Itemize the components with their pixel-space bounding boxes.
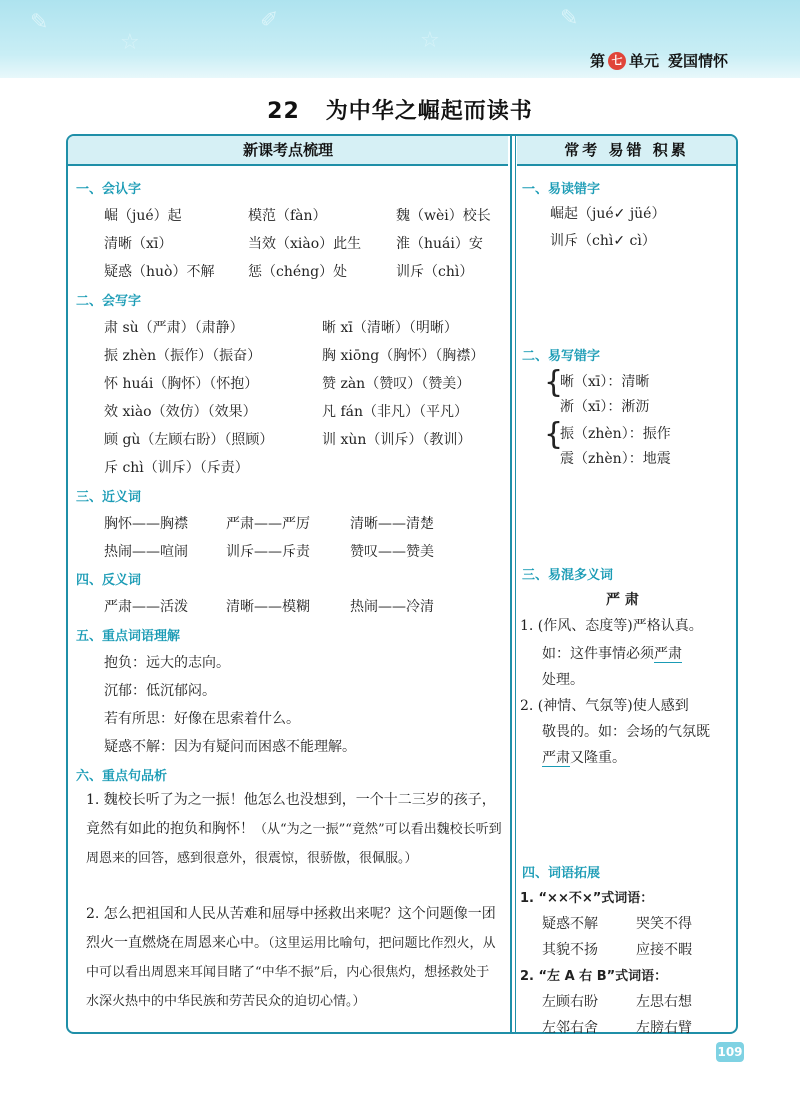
- word-item: 振（zhèn）：振作: [560, 426, 671, 442]
- sentence-note: （这里运用比喻句，把问题比作烈火，从中可以看出周恩来耳闻目睹了“中华不振”后，内心很焦灼，想拯救处于水深火热中的中华民族和劳苦民众的迫切心情。）: [86, 936, 496, 1009]
- word-item: 斥 chì（训斥）（斥责）: [104, 460, 249, 476]
- word-item: 当效（xiào）此生: [248, 236, 362, 252]
- decor-book-icon: ✐: [260, 8, 279, 33]
- word-item: 淮（huái）安: [396, 236, 483, 252]
- section-title: 一、易读错字: [522, 182, 601, 197]
- word-item: 顾 gù（左顾右盼）（照顾）: [104, 432, 274, 448]
- word-item: 崛（jué）起: [104, 208, 182, 224]
- brace-icon: {: [544, 365, 564, 400]
- polysemy-word: 严 肃: [606, 592, 639, 608]
- word-item: 训斥——斥责: [226, 544, 310, 560]
- definition-item: 疑惑不解：因为有疑问而困惑不能理解。: [104, 739, 356, 755]
- decor-pencil-icon: ✎: [560, 6, 579, 31]
- word-item: 左思右想: [636, 994, 692, 1010]
- definition-item: 抱负：远大的志向。: [104, 655, 230, 671]
- word-item: 清晰——模糊: [226, 599, 310, 615]
- underlined-word: 严肃: [654, 646, 682, 662]
- definition-item: 沉郁：低沉郁闷。: [104, 683, 216, 699]
- word-item: 热闹——喧闹: [104, 544, 188, 560]
- word-item: 热闹——冷清: [350, 599, 434, 615]
- word-item: 胸 xiōng（胸怀）（胸襟）: [322, 348, 485, 364]
- meaning-line: 处理。: [542, 672, 584, 688]
- right-column-heading: 常考 易错 积累: [517, 136, 736, 166]
- word-item: 凡 fán（非凡）（平凡）: [322, 404, 468, 420]
- word-item: 其貌不扬: [542, 942, 598, 958]
- word-item: 清晰（xī）: [104, 236, 173, 252]
- word-item: 怀 huái（胸怀）（怀抱）: [104, 376, 259, 392]
- word-item: 淅（xī）：淅沥: [560, 399, 650, 415]
- pattern-label: 1. “××不×”式词语：: [520, 891, 654, 906]
- section-title: 二、易写错字: [522, 349, 601, 364]
- unit-label: [590, 50, 728, 71]
- word-item: 训斥（chì✓ cì）: [550, 233, 656, 249]
- word-item: 模范（fàn）: [248, 208, 327, 224]
- word-item: 赞叹——赞美: [350, 544, 434, 560]
- section-title: 二、会写字: [76, 294, 142, 309]
- unit-theme: 爱国情怀: [667, 52, 728, 70]
- sentence-analysis-1: [86, 786, 502, 873]
- word-item: 训斥（chì）: [396, 264, 474, 280]
- meaning-line: 1. (作风、态度等)严格认真。: [520, 618, 703, 634]
- word-item: 应接不暇: [636, 942, 692, 958]
- column-divider: [515, 134, 516, 1034]
- meaning-text: 又隆重。: [570, 750, 626, 766]
- word-item: 疑惑（huò）不解: [104, 264, 215, 280]
- unit-prefix: 第: [589, 52, 605, 70]
- word-item: 肃 sù（严肃）（肃静）: [104, 320, 244, 336]
- sentence-text: 1. 魏校长听了为之一振！他怎么也没想到，一个十二三岁的孩子，竟然有如此的抱负和胸怀！: [86, 792, 496, 837]
- unit-number-badge: 七: [608, 52, 626, 70]
- word-item: 胸怀——胸襟: [104, 516, 188, 532]
- sentence-analysis-2: [86, 900, 502, 1016]
- section-title: 三、易混多义词: [522, 568, 614, 583]
- meaning-line: 敬畏的。如：会场的气氛既: [542, 724, 710, 740]
- lesson-title: 为中华之崛起而读书: [325, 99, 533, 124]
- word-item: 训 xùn（训斥）（教训）: [322, 432, 472, 448]
- word-item: 震（zhèn）：地震: [560, 451, 671, 467]
- section-title: 三、近义词: [76, 490, 142, 505]
- page-number: 109: [716, 1042, 744, 1062]
- word-item: 惩（chéng）处: [248, 264, 348, 280]
- word-item: 赞 zàn（赞叹）（赞美）: [322, 376, 471, 392]
- definition-item: 若有所思：好像在思索着什么。: [104, 711, 300, 727]
- column-divider: [510, 134, 512, 1034]
- word-item: 魏（wèi）校长: [396, 208, 491, 224]
- lesson-number: 22: [267, 99, 300, 124]
- meaning-text: 如：这件事情必须: [542, 646, 654, 662]
- word-item: 疑惑不解: [542, 916, 598, 932]
- word-item: 清晰——清楚: [350, 516, 434, 532]
- word-item: 严肃——严厉: [226, 516, 310, 532]
- unit-suffix: 单元: [628, 52, 659, 70]
- left-column-heading: 新课考点梳理: [68, 136, 508, 166]
- section-title: 六、重点句品析: [76, 769, 168, 784]
- word-item: 哭笑不得: [636, 916, 692, 932]
- decor-pencil-icon: ✎: [30, 10, 49, 35]
- sentence-note: （从“为之一振”“竟然”可以看出魏校长听到周恩来的回答，感到很意外，很震惊，很骄傲，很佩服。）: [86, 822, 502, 866]
- section-title: 四、词语拓展: [522, 866, 601, 881]
- meaning-line: [542, 643, 682, 663]
- page-title: [0, 94, 800, 125]
- sentence-text: 2. 怎么把祖国和人民从苦难和屈辱中拯救出来呢？这个问题像一团烈火一直燃烧在周恩来心中。: [86, 906, 496, 951]
- meaning-line: [542, 747, 626, 767]
- word-item: 严肃——活泼: [104, 599, 188, 615]
- brace-icon: {: [544, 417, 564, 452]
- word-item: 效 xiào（效仿）（效果）: [104, 404, 257, 420]
- decor-star-icon: ☆: [420, 28, 440, 53]
- decor-star-icon: ☆: [120, 30, 140, 55]
- word-item: 左膀右臂: [636, 1020, 692, 1036]
- word-item: 振 zhèn（振作）（振奋）: [104, 348, 262, 364]
- underlined-word: 严肃: [542, 750, 570, 766]
- meaning-line: 2. (神情、气氛等)使人感到: [520, 698, 689, 714]
- section-title: 四、反义词: [76, 573, 142, 588]
- word-item: 晰 xī（清晰）（明晰）: [322, 320, 458, 336]
- word-item: 崛起（jué✓ jüé）: [550, 206, 666, 222]
- word-item: 晰（xī）：清晰: [560, 374, 650, 390]
- word-item: 左邻右舍: [542, 1020, 598, 1036]
- section-title: 五、重点词语理解: [76, 629, 181, 644]
- section-title: 一、会认字: [76, 182, 142, 197]
- word-item: 左顾右盼: [542, 994, 598, 1010]
- pattern-label: 2. “左 A 右 B”式词语：: [520, 969, 668, 984]
